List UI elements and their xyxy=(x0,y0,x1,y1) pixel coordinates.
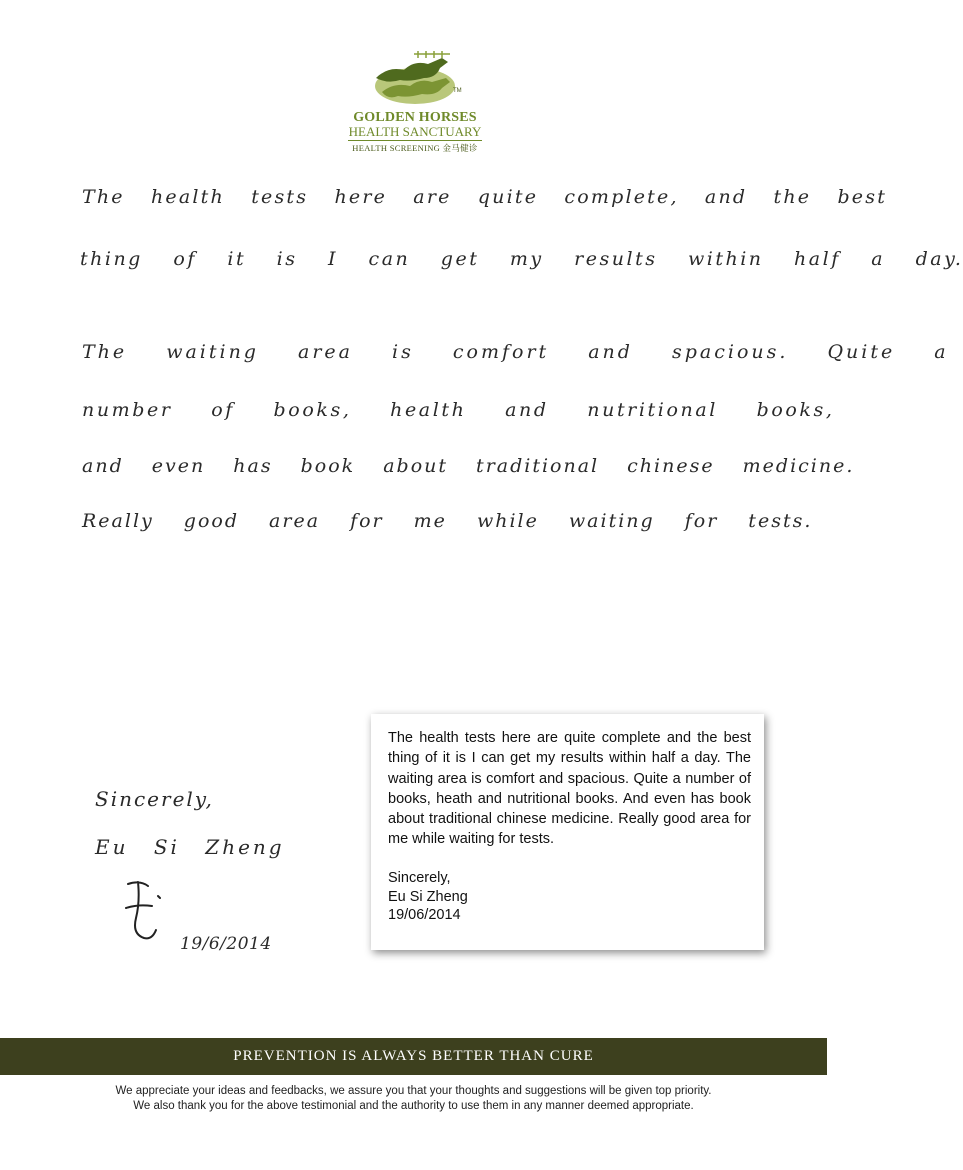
logo-name-line2: HEALTH SANCTUARY xyxy=(348,124,482,139)
transcript-name: Eu Si Zheng xyxy=(388,888,468,905)
handwritten-closing: Sincerely, xyxy=(95,787,214,811)
handwritten-line: The health tests here are quite complete, and the best xyxy=(82,186,888,208)
horses-emblem-icon xyxy=(370,48,460,108)
handwritten-signature xyxy=(118,878,178,948)
transcript-body: The health tests here are quite complete and the best thing of it is I can get my results within half a day. The waiting area is comfort and spacious. Quite a number of books, heath and nutritional books. And even has book about traditional chinese medicine. Really good area for me while waiting for tests. xyxy=(388,730,751,848)
transcript-date: 19/06/2014 xyxy=(388,907,461,923)
footer-slogan-bar xyxy=(0,1038,827,1075)
golden-horses-logo xyxy=(340,48,490,156)
footer-slogan: PREVENTION IS ALWAYS BETTER THAN CURE xyxy=(233,1048,594,1064)
transcript-card xyxy=(371,714,764,950)
logo-tagline: HEALTH SCREENING 金马健诊 xyxy=(352,143,478,153)
trademark-mark: TM xyxy=(453,88,462,94)
handwritten-line: The waiting area is comfort and spacious. Quite a xyxy=(82,341,949,363)
handwritten-line: and even has book about traditional chinese medicine. xyxy=(82,455,855,477)
handwritten-line: number of books, health and nutritional books, xyxy=(82,399,835,421)
handwritten-date: 19/6/2014 xyxy=(180,934,272,954)
footer-note-line2: We also thank you for the above testimonial and the authority to use them in any manner deemed appropriate. xyxy=(133,1100,694,1112)
transcript-closing: Sincerely, xyxy=(388,870,451,886)
handwritten-name: Eu Si Zheng xyxy=(95,835,285,859)
transcript-signature-block xyxy=(388,869,468,925)
footer-note xyxy=(0,1084,827,1114)
logo-divider xyxy=(348,140,482,141)
handwritten-line: thing of it is I can get my results within half a day. xyxy=(80,248,963,270)
handwritten-line: Really good area for me while waiting for tests. xyxy=(82,510,813,532)
logo-name-line1: GOLDEN HORSES xyxy=(353,110,477,125)
footer-note-line1: We appreciate your ideas and feedbacks, we assure you that your thoughts and suggestions will be given top priority. xyxy=(115,1085,712,1097)
